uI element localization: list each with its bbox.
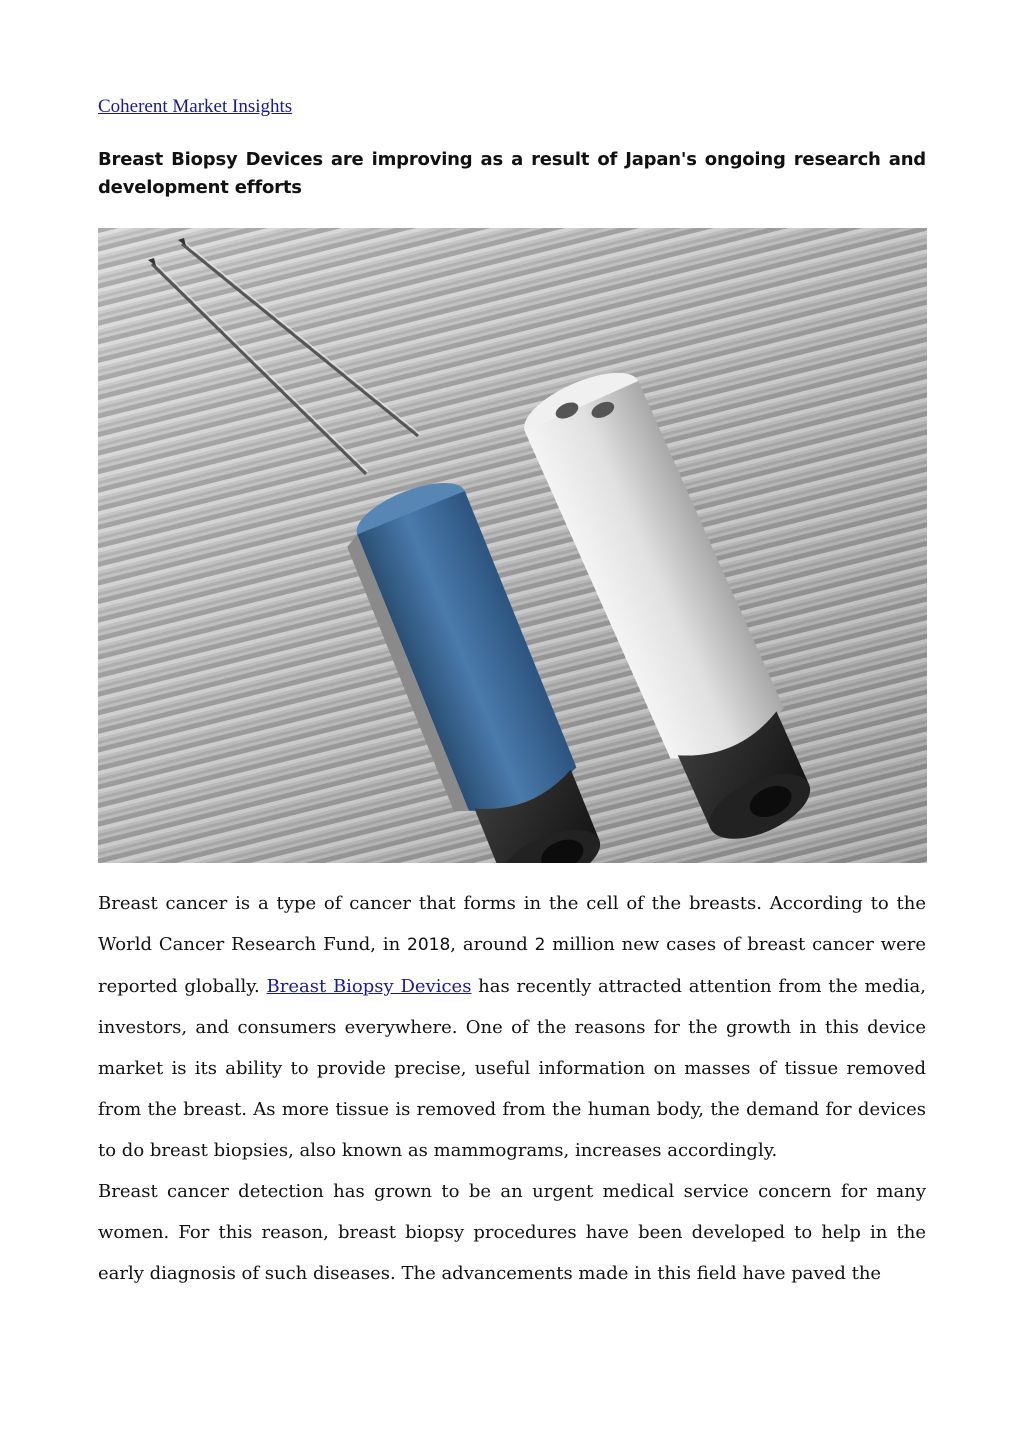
paragraph-1-part-3: million new cases of breast cancer were reported globally. [98,934,926,997]
article-title: Breast Biopsy Devices are improving as a result of Japan's ongoing research and development efforts [98,149,926,198]
paragraph-1-part-2: , around [450,934,535,955]
article-body [98,883,926,1294]
year-value: 2018 [407,935,451,955]
paragraph-1-part-4: has recently attracted attention from the media, investors, and consumers everywhere. One of the reasons for the growth in this device market is its ability to provide precise, useful information on masses of tissue removed from the breast. As more tissue is removed from the human body, the demand for devices to do breast biopsies, also known as mammograms, increases accordingly. [98,976,926,1161]
breast-biopsy-devices-link[interactable]: Breast Biopsy Devices [266,976,472,997]
source-link[interactable]: Coherent Market Insights [98,96,293,117]
case-count-value: 2 [534,935,546,955]
paragraph-1-part-1: Breast cancer is a type of cancer that forms in the cell of the breasts. According to the World Cancer Research Fund, in [98,893,926,955]
biopsy-device-photo [98,228,927,863]
paragraph-2: Breast cancer detection has grown to be an urgent medical service concern for many women. For this reason, breast biopsy procedures have been developed to help in the early diagnosis of such diseases. The advancements made in this field have paved the [98,1181,926,1284]
paragraph-1 [98,883,926,1171]
